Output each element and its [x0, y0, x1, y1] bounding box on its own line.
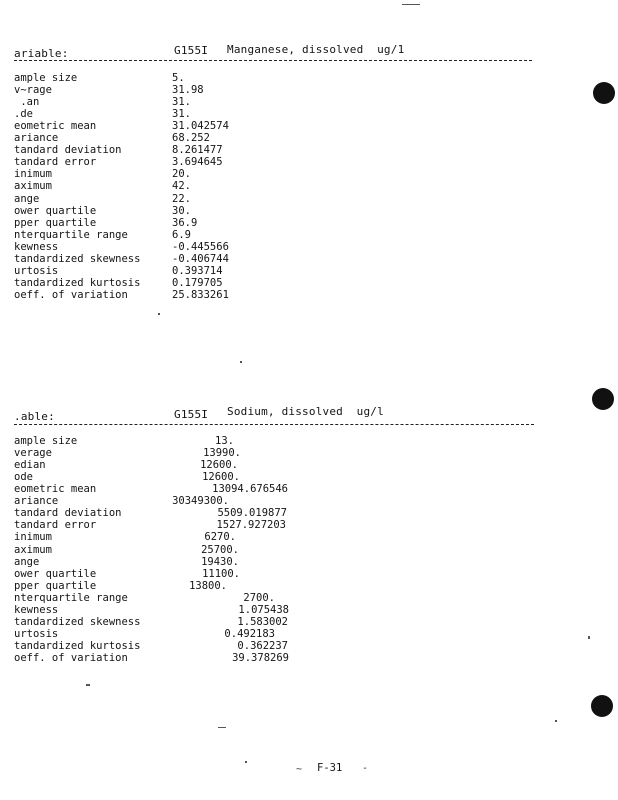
stat-value: 0.492183	[224, 627, 275, 640]
stat-label: ange	[14, 192, 40, 205]
stat-value: 8.261477	[172, 144, 223, 157]
stat-value: 30.	[172, 204, 191, 217]
stat-row	[14, 289, 314, 301]
stat-row	[14, 205, 314, 217]
stat-row	[14, 495, 314, 507]
stat-row	[14, 568, 314, 580]
parameter-name: Manganese, dissolved ug/1	[227, 43, 405, 56]
stat-label: tandardized kurtosis	[14, 276, 141, 289]
stat-row	[14, 229, 314, 241]
stat-value: 68.252	[172, 132, 210, 145]
stat-row	[14, 616, 314, 628]
stat-label: aximum	[14, 543, 52, 556]
stat-row	[14, 253, 314, 265]
stat-row	[14, 277, 314, 289]
stat-label: pper quartile	[14, 216, 97, 229]
stat-label: tandard error	[14, 156, 97, 169]
stat-value: 13094.676546	[212, 483, 288, 496]
page-number: F-31	[317, 762, 343, 774]
stat-value: 6.9	[172, 228, 191, 241]
stat-value: 22.	[172, 192, 191, 205]
stat-label: ariance	[14, 495, 59, 508]
stat-value: 11100.	[202, 567, 240, 580]
scan-speck	[158, 313, 160, 315]
stat-value: 0.362237	[237, 639, 288, 652]
stat-label: kewness	[14, 240, 59, 253]
stat-row	[14, 180, 314, 192]
scan-speck	[245, 761, 247, 763]
stat-value: 13800.	[189, 579, 227, 592]
binder-hole	[592, 388, 614, 410]
stat-row	[14, 652, 314, 664]
stat-label: .de	[14, 108, 33, 121]
stat-value: 31.042574	[172, 120, 229, 133]
stat-label: tandard deviation	[14, 144, 122, 157]
stat-row	[14, 435, 314, 447]
stat-row	[14, 531, 314, 543]
stat-value: 31.	[172, 108, 191, 121]
stat-label: nterquartile range	[14, 228, 128, 241]
stat-label: urtosis	[14, 627, 59, 640]
stat-row	[14, 168, 314, 180]
stat-value: 0.393714	[172, 264, 223, 277]
stat-value: 20.	[172, 168, 191, 181]
stat-value: 5.	[172, 72, 185, 84]
stat-row	[14, 447, 314, 459]
binder-hole	[593, 82, 615, 104]
stat-row	[14, 544, 314, 556]
stat-value: 13990.	[203, 447, 241, 460]
stat-row	[14, 507, 314, 519]
stat-row	[14, 84, 314, 96]
stat-row	[14, 241, 314, 253]
stat-value: 42.	[172, 180, 191, 193]
station-id: G155I	[174, 408, 209, 421]
stat-row	[14, 96, 314, 108]
stat-label: ariance	[14, 132, 59, 145]
stat-row	[14, 265, 314, 277]
header-rule	[14, 424, 534, 425]
stat-value: 6270.	[204, 531, 236, 544]
stat-label: tandardized kurtosis	[14, 639, 141, 652]
stat-label: v~rage	[14, 84, 52, 96]
stat-value: 0.179705	[172, 276, 223, 289]
stat-label: nterquartile range	[14, 591, 128, 604]
scan-speck	[240, 361, 242, 363]
stat-value: 31.	[172, 96, 191, 109]
stat-label: aximum	[14, 180, 52, 193]
scan-speck	[86, 684, 90, 686]
stat-value: -0.406744	[172, 252, 229, 265]
variable-label: .able:	[14, 410, 55, 423]
stat-row	[14, 72, 314, 84]
stat-value: 13.	[215, 435, 234, 447]
stat-label: verage	[14, 447, 52, 460]
stat-label: tandard error	[14, 519, 97, 532]
stat-value: 1.583002	[237, 615, 288, 628]
stat-row	[14, 604, 314, 616]
stat-row	[14, 459, 314, 471]
stat-row	[14, 132, 314, 144]
stat-label: eometric mean	[14, 120, 97, 133]
stat-value: 25.833261	[172, 288, 229, 301]
page-number-mark: ~	[296, 764, 303, 775]
stat-label: ode	[14, 471, 33, 484]
stat-row	[14, 640, 314, 652]
stat-label: tandardized skewness	[14, 252, 141, 265]
stat-label: ange	[14, 555, 40, 568]
station-id: G155I	[174, 44, 209, 57]
scan-speck	[588, 636, 590, 639]
stat-label: oeff. of variation	[14, 288, 128, 301]
stat-value: 1.075438	[238, 603, 289, 616]
stat-label: kewness	[14, 603, 59, 616]
stat-value: 12600.	[202, 471, 240, 484]
stat-row	[14, 144, 314, 156]
stat-row	[14, 483, 314, 495]
scan-speck	[402, 4, 420, 5]
stat-row	[14, 519, 314, 531]
stat-label: oeff. of variation	[14, 651, 128, 664]
scan-speck	[218, 727, 226, 728]
stat-row	[14, 592, 314, 604]
stat-row	[14, 156, 314, 168]
stat-label: inimum	[14, 531, 52, 544]
stat-row	[14, 120, 314, 132]
stat-value: 25700.	[201, 543, 239, 556]
stat-row	[14, 556, 314, 568]
scan-speck	[555, 720, 557, 722]
page-number-dash: -	[362, 763, 369, 774]
stat-value: 39.378269	[232, 651, 289, 664]
stat-label: ower quartile	[14, 204, 97, 217]
stat-row	[14, 580, 314, 592]
stat-row	[14, 471, 314, 483]
stat-value: 1527.927203	[216, 519, 286, 532]
stat-label: eometric mean	[14, 483, 97, 496]
stat-label: tandardized skewness	[14, 615, 141, 628]
stat-value: 5509.019877	[217, 507, 287, 520]
stat-label: inimum	[14, 168, 52, 181]
stat-label: .an	[14, 96, 40, 109]
stat-row	[14, 193, 314, 205]
variable-label: ariable:	[14, 47, 69, 60]
stat-label: ower quartile	[14, 567, 97, 580]
stat-value: 36.9	[172, 216, 198, 229]
header-rule	[14, 60, 532, 61]
stat-label: ample size	[14, 72, 78, 84]
stat-label: tandard deviation	[14, 507, 122, 520]
stat-value: 31.98	[172, 84, 204, 96]
stat-value: 2700.	[243, 591, 275, 604]
stat-label: edian	[14, 459, 46, 472]
stat-value: 19430.	[201, 555, 239, 568]
binder-hole	[591, 695, 613, 717]
stat-value: 3.694645	[172, 156, 223, 169]
stat-label: pper quartile	[14, 579, 97, 592]
stat-value: -0.445566	[172, 240, 229, 253]
stat-label: urtosis	[14, 264, 59, 277]
stat-row	[14, 628, 314, 640]
stat-value: 30349300.	[172, 495, 229, 508]
stat-value: 12600.	[200, 459, 238, 472]
stat-label: ample size	[14, 435, 78, 447]
stat-row	[14, 217, 314, 229]
stat-row	[14, 108, 314, 120]
parameter-name: Sodium, dissolved ug/l	[227, 405, 384, 418]
